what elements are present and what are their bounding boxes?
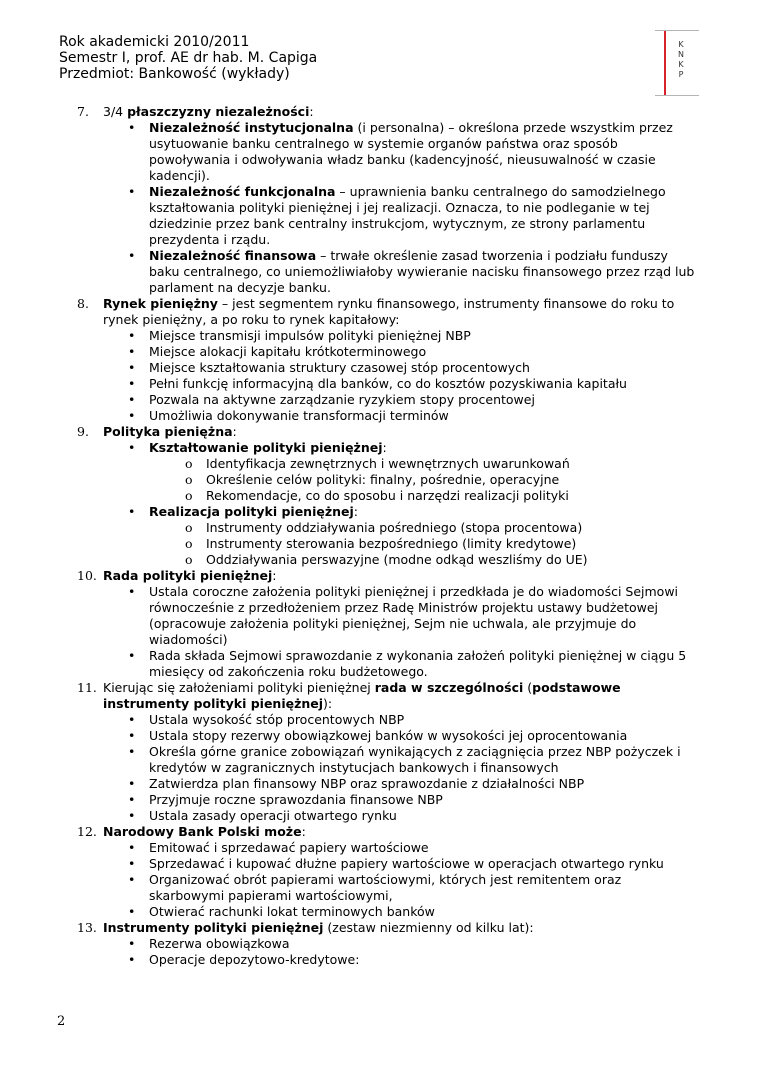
logo-bottom-line (655, 95, 699, 96)
document-body (77, 104, 697, 968)
list-item: • Niezależność funkcjonalna – uprawnienia banku centralnego do samodzielnego kształtowania polityki pieniężnej i jej realizacji. Oznacza, to nie podleganie w tej dziedzinie przez bank centralny instrukcjom, wytycznym, ze strony parlamentu prezydenta i rządu. (149, 184, 697, 248)
sub-list-item: o Rekomendacje, co do sposobu i narzędzi realizacji polityki (206, 488, 697, 504)
list-item: • Ustala zasady operacji otwartego rynku (149, 808, 697, 824)
list-item: • Operacje depozytowo-kredytowe: (149, 952, 697, 968)
sub-list-item: o Instrumenty sterowania bezpośredniego (limity kredytowe) (206, 536, 697, 552)
sub-list-item: o Instrumenty oddziaływania pośredniego (stopa procentowa) (206, 520, 697, 536)
list-item: • Rada składa Sejmowi sprawozdanie z wykonania założeń polityki pieniężnej w ciągu 5 miesięcy od zakończenia roku budżetowego. (149, 648, 697, 680)
list-item: • Określa górne granice zobowiązań wynikających z zaciągnięcia przez NBP pożyczek i kredytów w zagranicznych instytucjach bankowych i finansowych (149, 744, 697, 776)
list-item: • Niezależność instytucjonalna (i personalna) – określona przede wszystkim przez usytuowanie banku centralnego w systemie organów państwa oraz sposób powoływania i odwoływania władz banku (kadencyjność, nieusuwalność w czasie kadencji). (149, 120, 697, 184)
list-item: • Rezerwa obowiązkowa (149, 936, 697, 952)
section-12: 12. Narodowy Bank Polski może: • Emitować i sprzedawać papiery wartościowe • Sprzedawać i kupować dłużne papiery wartościowe w operacjach otwartego rynku • Organizować obrót papierami wartościowymi, których jest remitentem oraz skarbowymi papierami wartościowymi, • Otwierać rachunki lokat terminowych banków (77, 824, 697, 920)
document-header (59, 34, 317, 82)
section-13-title: Instrumenty polityki pieniężnej (103, 920, 324, 935)
section-10: 10. Rada polityki pieniężnej: • Ustala coroczne założenia polityki pieniężnej i przedkłada je do wiadomości Sejmowi równocześnie z przedłożeniem przez Radę Ministrów projektu ustawy budżetowej (opracowuje założenia polityki pieniężnej, Sejm nie uchwala, ale przyjmuje do wiadomości) • Rada składa Sejmowi sprawozdanie z wykonania założeń polityki pieniężnej w ciągu 5 miesięcy od zakończenia roku budżetowego. (77, 568, 697, 680)
list-item: • Przyjmuje roczne sprawozdania finansowe NBP (149, 792, 697, 808)
sub-list-item: o Określenie celów polityki: finalny, pośrednie, operacyjne (206, 472, 697, 488)
list-item: • Sprzedawać i kupować dłużne papiery wartościowe w operacjach otwartego rynku (149, 856, 697, 872)
header-semester: Semestr I, prof. AE dr hab. M. Capiga (59, 50, 318, 66)
sub-list-item: o Oddziaływania perswazyjne (modne odkąd weszliśmy do UE) (206, 552, 697, 568)
section-9-title: Polityka pieniężna (103, 424, 233, 439)
section-8: 8. Rynek pieniężny – jest segmentem rynku finansowego, instrumenty finansowe do roku to rynek pieniężny, a po roku to rynek kapitałowy: • Miejsce transmisji impulsów polityki pieniężnej NBP • Miejsce alokacji kapitału krótkoterminowego • Miejsce kształtowania struktury czasowej stóp procentowych • Pełni funkcję informacyjną dla banków, co do kosztów pozyskiwania kapitału • Pozwala na aktywne zarządzanie ryzykiem stopy procentowej • Umożliwia dokonywanie transformacji terminów (77, 296, 697, 424)
logo-red-bar (664, 30, 666, 96)
list-item: • Pełni funkcję informacyjną dla banków, co do kosztów pozyskiwania kapitału (149, 376, 697, 392)
list-item: • Miejsce alokacji kapitału krótkoterminowego (149, 344, 697, 360)
list-item: • Umożliwia dokonywanie transformacji terminów (149, 408, 697, 424)
section-9: 9. Polityka pieniężna: • Kształtowanie polityki pieniężnej: o Identyfikacja zewnętrznych i wewnętrznych uwarunkowań o Określenie celów polityki: finalny, pośrednie, operacyjne o Rekomendacje, co do sposobu i narzędzi realizacji polityki • Realizacja polityki pieniężnej: o Instrumenty oddziaływania pośredniego (stopa procentowa) o Instrumenty sterowania bezpośredniego (limity kredytowe) o Oddziaływania perswazyjne (modne odkąd weszliśmy do UE) (77, 424, 697, 568)
list-item: • Ustala wysokość stóp procentowych NBP (149, 712, 697, 728)
section-7-title: płaszczyzny niezależności (127, 104, 310, 119)
section-12-title: Narodowy Bank Polski może (103, 824, 302, 839)
list-item: • Organizować obrót papierami wartościowymi, których jest remitentem oraz skarbowymi papierami wartościowymi, (149, 872, 697, 904)
list-item: • Ustala coroczne założenia polityki pieniężnej i przedkłada je do wiadomości Sejmowi równocześnie z przedłożeniem przez Radę Ministrów projektu ustawy budżetowej (opracowuje założenia polityki pieniężnej, Sejm nie uchwala, ale przyjmuje do wiadomości) (149, 584, 697, 648)
list-item: • Miejsce transmisji impulsów polityki pieniężnej NBP (149, 328, 697, 344)
section-13: 13. Instrumenty polityki pieniężnej (zestaw niezmienny od kilku lat): • Rezerwa obowiązkowa • Operacje depozytowo-kredytowe: (77, 920, 697, 968)
section-10-title: Rada polityki pieniężnej (103, 568, 273, 583)
list-item: • Miejsce kształtowania struktury czasowej stóp procentowych (149, 360, 697, 376)
page-number: 2 (57, 1014, 66, 1029)
list-item: • Niezależność finansowa – trwałe określenie zasad tworzenia i podziału funduszy baku centralnego, co uniemożliwiałoby wywieranie nacisku finansowego przez rząd lub parlament na decyzje banku. (149, 248, 697, 296)
list-item: • Pozwala na aktywne zarządzanie ryzykiem stopy procentowej (149, 392, 697, 408)
list-item: • Zatwierdza plan finansowy NBP oraz sprawozdanie z działalności NBP (149, 776, 697, 792)
section-8-title: Rynek pieniężny (103, 296, 218, 311)
logo-top-line (655, 30, 699, 31)
list-item: • Otwierać rachunki lokat terminowych banków (149, 904, 697, 920)
header-academic-year: Rok akademicki 2010/2011 (59, 34, 250, 50)
knkp-logo (655, 30, 699, 96)
section-7: 7. 3/4 płaszczyzny niezależności: • Niezależność instytucjonalna (i personalna) – określona przede wszystkim przez usytuowanie banku centralnego w systemie organów państwa oraz sposób powoływania i odwoływania władz banku (kadencyjność, nieusuwalność w czasie kadencji). • Niezależność funkcjonalna – uprawnienia banku centralnego do samodzielnego kształtowania polityki pieniężnej i jej realizacji. Oznacza, to nie podleganie w tej dziedzinie przez bank centralny instrukcjom, wytycznym, ze strony parlamentu prezydenta i rządu. • Niezależność finansowa – trwałe określenie zasad tworzenia i podziału funduszy baku centralnego, co uniemożliwiałoby wywieranie nacisku finansowego przez rząd lub parlament na decyzje banku. (77, 104, 697, 296)
list-item: • Ustala stopy rezerwy obowiązkowej banków w wysokości jej oprocentowania (149, 728, 697, 744)
section-11: 11. Kierując się założeniami polityki pieniężnej rada w szczególności (podstawowe instrumenty polityki pieniężnej): • Ustala wysokość stóp procentowych NBP • Ustala stopy rezerwy obowiązkowej banków w wysokości jej oprocentowania • Określa górne granice zobowiązań wynikających z zaciągnięcia przez NBP pożyczek i kredytów w zagranicznych instytucjach bankowych i finansowych • Zatwierdza plan finansowy NBP oraz sprawozdanie z działalności NBP • Przyjmuje roczne sprawozdania finansowe NBP • Ustala zasady operacji otwartego rynku (77, 680, 697, 824)
list-item: • Kształtowanie polityki pieniężnej: o Identyfikacja zewnętrznych i wewnętrznych uwarunkowań o Określenie celów polityki: finalny, pośrednie, operacyjne o Rekomendacje, co do sposobu i narzędzi realizacji polityki (149, 440, 697, 504)
sub-list-item: o Identyfikacja zewnętrznych i wewnętrznych uwarunkowań (206, 456, 697, 472)
logo-letters: K N K P (678, 40, 684, 79)
list-item: • Realizacja polityki pieniężnej: o Instrumenty oddziaływania pośredniego (stopa procentowa) o Instrumenty sterowania bezpośredniego (limity kredytowe) o Oddziaływania perswazyjne (modne odkąd weszliśmy do UE) (149, 504, 697, 568)
list-item: • Emitować i sprzedawać papiery wartościowe (149, 840, 697, 856)
header-subject: Przedmiot: Bankowość (wykłady) (59, 66, 290, 82)
